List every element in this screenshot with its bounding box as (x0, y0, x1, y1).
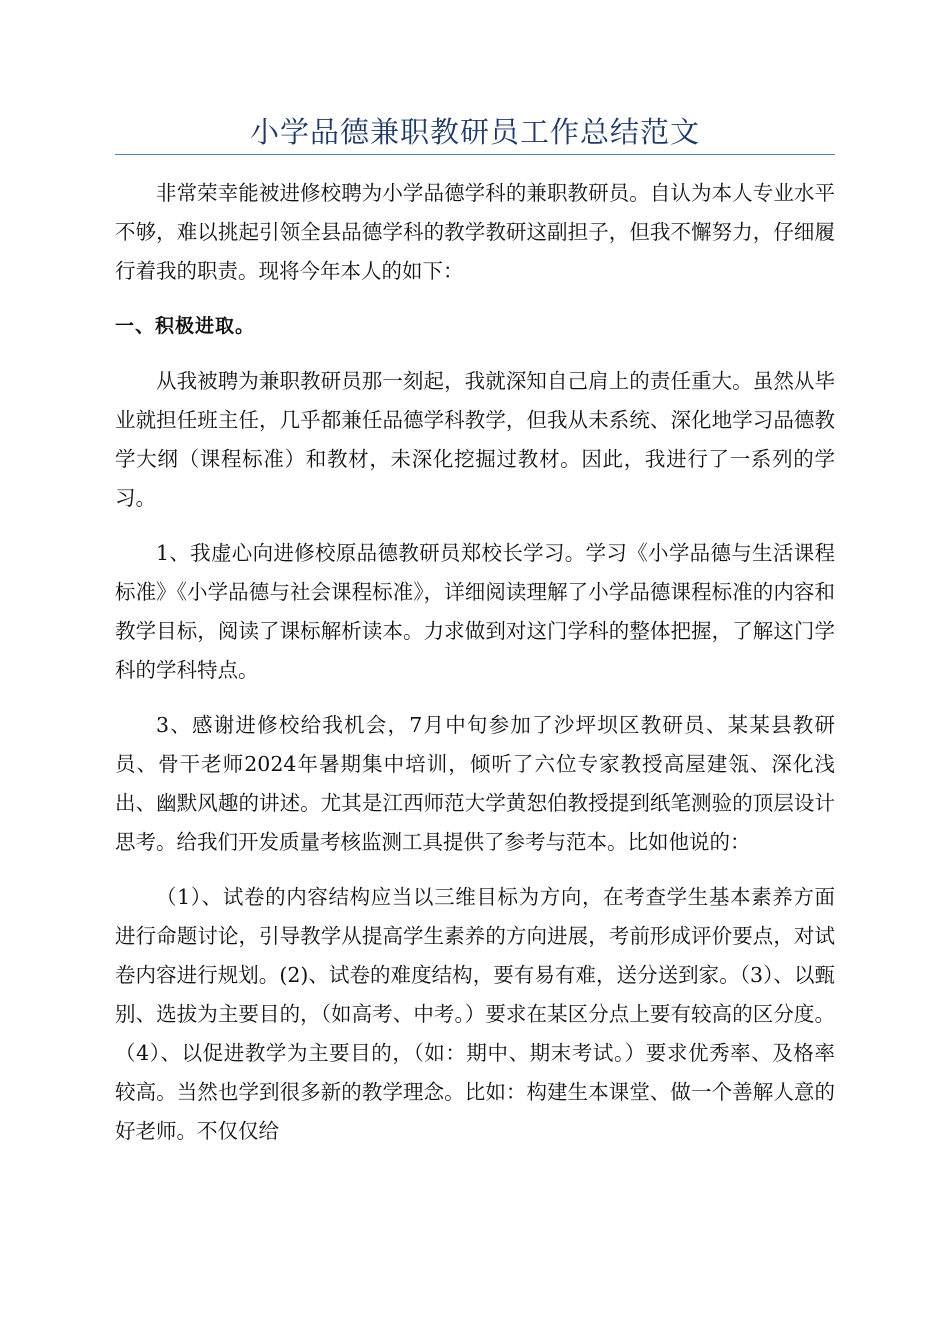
body-paragraph: 从我被聘为兼职教研员那一刻起，我就深知自己肩上的责任重大。虽然从毕业就担任班主任，几乎都兼任品德学科教学，但我从未系统、深化地学习品德教学大纲（课程标准）和教材，未深化挖掘过教材。因此，我进行了一系列的学习。 (115, 369, 835, 510)
intro-paragraph: 非常荣幸能被进修校聘为小学品德学科的兼职教研员。自认为本人专业水平不够，难以挑起引领全县品德学科的教学教研这副担子，但我不懈努力，仔细履行着我的职责。现将今年本人的如下： (115, 181, 835, 283)
section-heading: 一、积极进取。 (115, 315, 256, 337)
body-paragraph: 1、我虚心向进修校原品德教研员郑校长学习。学习《小学品德与生活课程标准》《小学品德与社会课程标准》，详细阅读理解了小学品德课程标准的内容和教学目标，阅读了课标解析读本。力求做到对这门学科的整体把握，了解这门学科的学科特点。 (115, 541, 835, 682)
document-title: 小学品德兼职教研员工作总结范文 (249, 115, 700, 149)
document-body (115, 174, 835, 1167)
title-underline (115, 154, 835, 155)
body-paragraph: （1）、试卷的内容结构应当以三维目标为方向，在考查学生基本素养方面进行命题讨论，引导教学从提高学生素养的方向进展，考前形成评价要点，对试卷内容进行规划。(2)、试卷的难度结构，要有易有难，送分送到家。（3）、以甄别、选拔为主要目的，（如高考、中考。）要求在某区分点上要有较高的区分度。（4）、以促进教学为主要目的，（如：期中、期末考试。）要求优秀率、及格率较高。当然也学到很多新的教学理念。比如：构建生本课堂、做一个善解人意的好老师。不仅仅给 (115, 885, 835, 1143)
body-paragraph: 3、感谢进修校给我机会，7月中旬参加了沙坪坝区教研员、某某县教研员、骨干老师2024年暑期集中培训，倾听了六位专家教授高屋建瓴、深化浅出、幽默风趣的讲述。尤其是江西师范大学黄恕伯教授提到纸笔测验的顶层设计思考。给我们开发质量考核监测工具提供了参考与范本。比如他说的： (115, 713, 835, 854)
